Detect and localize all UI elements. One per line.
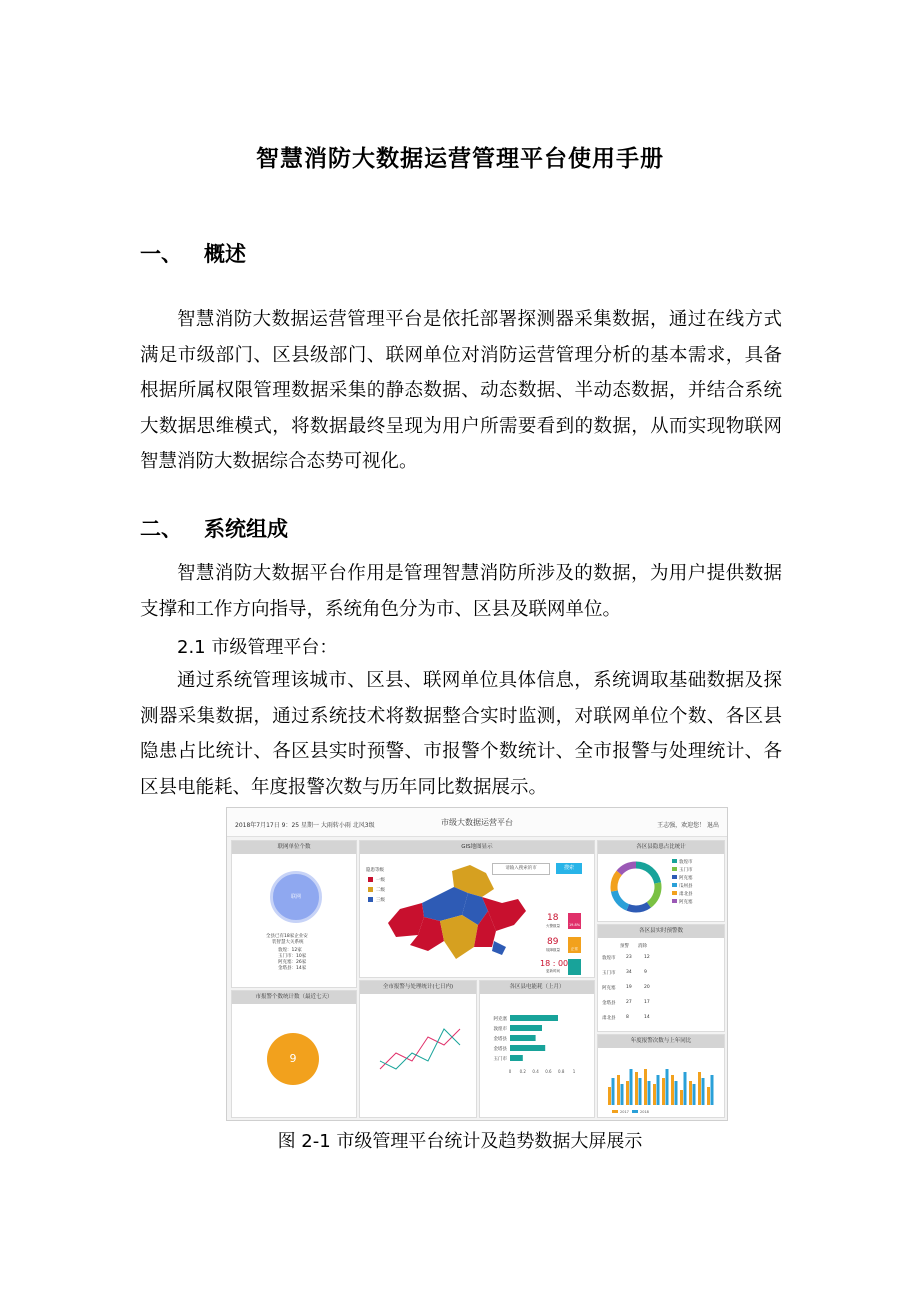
year-bar-2018 <box>684 1072 687 1105</box>
bar-tick-label: 0.8 <box>558 1069 565 1074</box>
section-heading-system <box>140 513 288 543</box>
hazard-legend <box>672 859 693 907</box>
update-badge <box>568 959 581 975</box>
year-bar-2017 <box>653 1084 656 1105</box>
warn-region: 肃北县 <box>602 1016 616 1021</box>
warn-region: 金塔县 <box>602 1001 616 1006</box>
bar-tick-label: 0.4 <box>532 1069 539 1074</box>
year-bar-2017 <box>608 1087 611 1105</box>
panel-header: 各区县隐患占比统计 <box>598 841 724 854</box>
system-paragraph: 智慧消防大数据平台作用是管理智慧消防所涉及的数据，为用户提供数据支撑和工作方向指导，系统角色分为市、区县及联网单位。 <box>140 563 782 620</box>
legend-swatch <box>368 897 373 902</box>
year-legend-label: 2018 <box>640 1110 649 1114</box>
warn-region: 敦煌市 <box>602 956 616 961</box>
dashboard-title: 市级大数据运营平台 <box>441 818 513 827</box>
clear-count: 9 <box>644 970 647 975</box>
bar-category-label: 金塔县 <box>493 1037 507 1042</box>
panel-header: 全市报警与处理统计(七日内) <box>360 981 476 994</box>
year-bar-2018 <box>630 1069 633 1105</box>
dashboard-header <box>227 808 727 837</box>
map-region <box>440 915 478 959</box>
energy-bar <box>510 1055 523 1061</box>
year-bar-2017 <box>617 1075 620 1105</box>
legend-label: 阿克塞 <box>679 900 693 905</box>
year-bar-2018 <box>657 1075 660 1105</box>
datetime-weather: 2018年7月17日 9：25 星期一 大雨转小雨 北风3级 <box>235 822 375 829</box>
legend-swatch <box>368 887 373 892</box>
warn-header-a: 预警 <box>620 944 629 949</box>
clear-count: 20 <box>644 985 650 990</box>
legend-label: 阿克塞 <box>679 876 693 881</box>
legend-item <box>672 859 693 867</box>
map-region <box>492 941 506 955</box>
gis-map-panel <box>359 840 595 978</box>
legend-swatch <box>672 891 677 895</box>
section-heading-overview <box>140 238 246 268</box>
legend-item <box>672 883 693 891</box>
map-region <box>388 903 424 937</box>
year-bar-2018 <box>693 1084 696 1105</box>
warn-count: 8 <box>626 1015 629 1020</box>
year-bar-2018 <box>675 1081 678 1105</box>
year-bar-2017 <box>644 1069 647 1105</box>
warn-header-b: 消除 <box>638 944 647 949</box>
alarm-handling-chart <box>360 995 476 1115</box>
units-text: 金塔县：14家 <box>278 966 307 971</box>
legend-item <box>672 891 693 899</box>
yearly-alarm-chart <box>598 1049 724 1117</box>
units-text: 敦煌：12家 <box>278 948 302 953</box>
section-number: 一、 <box>140 242 182 266</box>
units-circle-label: 联网 <box>290 894 301 900</box>
legend-swatch <box>672 883 677 887</box>
year-bar-2018 <box>702 1078 705 1105</box>
panel-header: 年度报警次数与上年同比 <box>598 1035 724 1048</box>
year-bar-2018 <box>639 1078 642 1105</box>
legend-label: 瓜州县 <box>679 884 693 889</box>
alarm-handling-panel <box>359 980 477 1118</box>
update-time: 18 : 00 <box>540 959 569 968</box>
realtime-warning-panel <box>597 924 725 1032</box>
year-bar-2017 <box>635 1072 638 1105</box>
year-bar-2018 <box>711 1075 714 1105</box>
year-legend-swatch <box>632 1110 638 1113</box>
legend-item <box>672 875 693 883</box>
year-bar-2017 <box>680 1090 683 1105</box>
fault-trend-badge: 正常 <box>568 937 581 953</box>
legend-label: 三级 <box>376 898 385 903</box>
bar-category-label: 玉门市 <box>493 1057 507 1062</box>
legend-label: 一级 <box>376 878 385 883</box>
year-bar-2018 <box>621 1084 624 1105</box>
warn-count: 34 <box>626 970 632 975</box>
bar-tick-label: 0.2 <box>519 1069 526 1074</box>
units-text: 玉门市：10家 <box>278 954 307 959</box>
fault-count: 89 <box>547 937 559 947</box>
year-bar-2018 <box>666 1069 669 1105</box>
region-map <box>382 863 532 975</box>
legend-swatch <box>368 877 373 882</box>
document-title: 智慧消防大数据运营管理平台使用手册 <box>256 146 664 172</box>
warn-count: 19 <box>626 985 632 990</box>
energy-bar <box>510 1045 545 1051</box>
overview-paragraph: 智慧消防大数据运营管理平台是依托部署探测器采集数据，通过在线方式满足市级部门、区县级部门、联网单位对消防运营管理分析的基本需求，具备根据所属权限管理数据采集的静态数据、动态数据、半动态数据，并结合系统大数据思维模式，将数据最终呈现为用户所需要看到的数据，从而实现物联网智慧消防大数据综合态势可视化。 <box>140 309 782 472</box>
section-title: 系统组成 <box>204 517 288 541</box>
year-bar-2017 <box>671 1075 674 1105</box>
fault-count-label: 故障数量 <box>546 948 560 952</box>
gis-search-button[interactable]: 搜索 <box>556 863 582 874</box>
bar-tick-label: 0.6 <box>545 1069 552 1074</box>
bar-tick-label: 0 <box>508 1069 512 1074</box>
warn-region: 玉门市 <box>602 971 616 976</box>
year-bar-2017 <box>698 1072 701 1105</box>
warn-count: 23 <box>626 955 632 960</box>
panel-header: 联网单位个数 <box>232 841 356 854</box>
alarm-count-panel <box>231 990 357 1118</box>
legend-label: 玉门市 <box>679 868 693 873</box>
clear-count: 17 <box>644 1000 650 1005</box>
units-circle <box>270 871 322 923</box>
energy-bar <box>510 1025 542 1031</box>
panel-header: GIS地图显示 <box>360 841 594 854</box>
line-series-报警 <box>380 1029 460 1069</box>
bar-category-label: 阿克塞 <box>493 1017 507 1022</box>
year-bar-2017 <box>707 1087 710 1105</box>
panel-header: 各区县实时预警数 <box>598 925 724 938</box>
legend-swatch <box>672 859 677 863</box>
update-time-label: 更新时间 <box>546 969 560 973</box>
user-greeting: 王志强，欢迎您！ 退出 <box>657 822 719 829</box>
energy-bar <box>510 1015 558 1021</box>
legend-label: 敦煌市 <box>679 860 693 865</box>
warn-count: 27 <box>626 1000 632 1005</box>
year-bar-2018 <box>648 1081 651 1105</box>
panel-header: 各区县电能耗（上月） <box>480 981 594 994</box>
energy-chart <box>480 995 594 1115</box>
clear-count: 14 <box>644 1015 650 1020</box>
yearly-alarm-panel <box>597 1034 725 1118</box>
year-bar-2017 <box>689 1081 692 1105</box>
subsection-heading: 2.1 市级管理平台： <box>177 637 338 658</box>
hazard-donut <box>606 857 666 917</box>
legend-item <box>672 899 693 907</box>
year-legend-swatch <box>612 1110 618 1113</box>
clear-count: 12 <box>644 955 650 960</box>
legend-swatch <box>672 875 677 879</box>
warn-region: 阿克塞 <box>602 986 616 991</box>
year-bar-2017 <box>626 1081 629 1105</box>
figure-caption: 图 2-1 市级管理平台统计及趋势数据大屏展示 <box>277 1131 643 1152</box>
section-number: 二、 <box>140 517 182 541</box>
legend-item <box>672 867 693 875</box>
hazard-ratio-panel <box>597 840 725 922</box>
units-text: 装智慧大关系统 <box>272 940 304 945</box>
legend-label: 二级 <box>376 888 385 893</box>
year-legend-label: 2017 <box>620 1110 629 1114</box>
year-bar-2017 <box>662 1078 665 1105</box>
energy-bar <box>510 1035 536 1041</box>
dashboard-figure <box>226 807 728 1121</box>
legend-title: 隐患等级 <box>366 868 384 873</box>
fire-count: 18 <box>547 913 559 923</box>
city-platform-paragraph: 通过系统管理该城市、区县、联网单位具体信息，系统调取基础数据及探测器采集数据，通过系统技术将数据整合实时监测，对联网单位个数、各区县隐患占比统计、各区县实时预警、市报警个数统计、全市报警与处理统计、各区县电能耗、年度报警次数与历年同比数据展示。 <box>140 670 782 798</box>
units-text: 全县已有18家企业安 <box>266 934 308 939</box>
panel-header: 市报警个数统计数（最近七天） <box>232 991 356 1004</box>
year-bar-2018 <box>612 1078 615 1105</box>
units-text: 阿克塞：26家 <box>278 960 307 965</box>
fire-trend-badge: 19.8% <box>568 913 581 929</box>
legend-label: 肃北县 <box>679 892 693 897</box>
fire-count-label: 火警数量 <box>546 924 560 928</box>
alarm-count-circle: 9 <box>267 1033 319 1085</box>
section-title: 概述 <box>204 242 246 266</box>
bar-tick-label: 1 <box>572 1069 576 1074</box>
units-panel <box>231 840 357 988</box>
energy-panel <box>479 980 595 1118</box>
bar-category-label: 金塔县 <box>493 1047 507 1052</box>
gis-search-input[interactable]: 请输入搜索的市 <box>492 863 550 875</box>
legend-swatch <box>672 899 677 903</box>
legend-swatch <box>672 867 677 871</box>
bar-category-label: 敦煌市 <box>493 1027 507 1032</box>
